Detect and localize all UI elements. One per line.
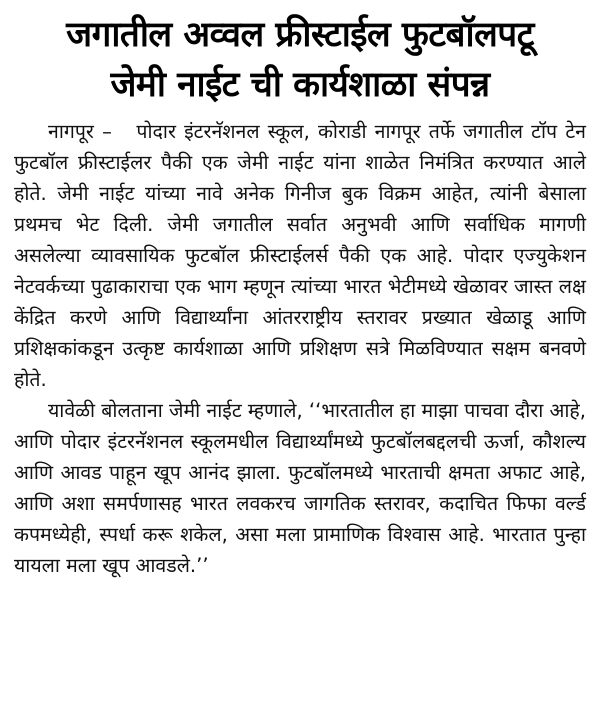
paragraph-2: यावेळी बोलताना जेमी नाईट म्हणाले, ‘‘भारतातील हा माझा पाचवा दौरा आहे, आणि पोदार इंटरनॅशनल स्कूलमधील विद्यार्थ्यांमध्ये फुटबॉलबद्दलची ऊर्जा, कौशल्य आणि आवड पाहून खूप आनंद झाला. फुटबॉलमध्ये भारताची क्षमता अफाट आहे, आणि अशा समर्पणासह भारत लवकरच जागतिक स्तरावर, कदाचित फिफा वर्ल्ड कपमध्येही, स्पर्धा करू शकेल, असा मला प्रामाणिक विश्वास आहे. भारतात पुन्हा यायला मला खूप आवडले.’’ (14, 399, 586, 577)
headline-line-1: जगातील अव्वल फ्रीस्टाईल फुटबॉलपटू (66, 15, 534, 55)
dateline: नागपूर – (48, 120, 112, 143)
paragraph-1-text: पोदार इंटरनॅशनल स्कूल, कोराडी नागपूर तर्फे जगातील टॉप टेन फुटबॉल फ्रीस्टाईलर पैकी एक जेमी नाईट यांना शाळेत निमंत्रित करण्यात आले होते. जेमी नाईट यांच्या नावे अनेक गिनीज बुक विक्रम आहेत, त्यांनी बेसाला प्रथमच भेट दिली. जेमी जगातील सर्वात अनुभवी आणि सर्वाधिक मागणी असलेल्या व्यावसायिक फुटबॉल फ्रीस्टाईलर्स पैकी एक आहे. पोदार एज्युकेशन नेटवर्कच्या पुढाकाराचा एक भाग म्हणून त्यांच्या भारत भेटीमध्ये खेळावर जास्त लक्ष केंद्रित करणे आणि विद्यार्थ्यांना आंतरराष्ट्रीय स्तरावर प्रख्यात खेळाडू आणि प्रशिक्षकांकडून उत्कृष्ट कार्यशाळा आणि प्रशिक्षण सत्रे मिळविण्यात सक्षम बनवणे होते. (14, 120, 586, 391)
headline-line-2: जेमी नाईट ची कार्यशाळा संपन्न (110, 65, 490, 105)
paragraph-1 (14, 116, 586, 395)
article-body (14, 116, 586, 581)
headline (14, 10, 586, 110)
